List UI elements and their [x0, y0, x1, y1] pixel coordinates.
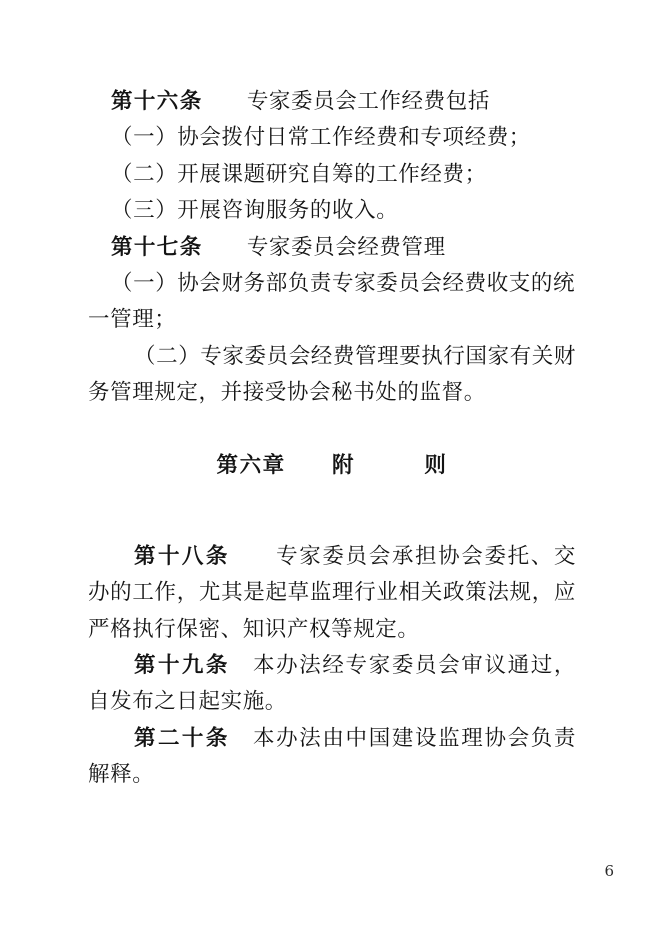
page-content: [88, 84, 576, 794]
article-18-body: 专家委员会承担协会委托、交办的工作，尤其是起草监理行业相关政策法规，应严格执行保密、知识产权等规定。: [88, 543, 576, 642]
article-18-gap: [230, 544, 276, 569]
article-17-heading: [88, 230, 576, 266]
article-18-paragraph: [88, 539, 576, 648]
article-17-item-1: （一）协会财务部负责专家委员会经费收支的统一管理；: [88, 271, 576, 333]
spacer-before-chapter: [88, 412, 576, 448]
article-20-body: 本办法由中国建设监理协会负责解释。: [88, 725, 576, 788]
article-17-number: 第十七条: [111, 234, 203, 260]
article-16-item-2: （二）开展课题研究自筹的工作经费；: [111, 161, 487, 187]
article-16-title: 专家委员会工作经费包括: [246, 89, 490, 114]
article-16-item-1: （一）协会拨付日常工作经费和专项经费；: [111, 125, 531, 151]
article-17-title: 专家委员会经费管理: [246, 234, 446, 260]
article-19-paragraph: [88, 648, 576, 721]
spacer-after-chapter-half: [88, 521, 576, 539]
article-18-number: 第十八条: [134, 543, 230, 569]
article-19-body: 本办法经专家委员会审议通过，自发布之日起实施。: [88, 653, 576, 715]
article-17-gap: [203, 235, 247, 260]
article-16-heading: [88, 84, 576, 120]
article-19-number: 第十九条: [134, 653, 230, 679]
chapter-6-heading: 第六章 附 则: [216, 453, 448, 479]
article-20-paragraph: [88, 721, 576, 794]
spacer-after-chapter: [88, 484, 576, 520]
article-16-gap: [203, 89, 247, 114]
page-number: 6: [604, 862, 614, 880]
article-17-item-2: （二）专家委员会经费管理要执行国家有关财务管理规定，并接受协会秘书处的监督。: [88, 343, 577, 406]
article-20-number: 第二十条: [134, 725, 230, 751]
article-20-gap: [230, 726, 253, 751]
article-16-number: 第十六条: [111, 89, 203, 114]
article-19-gap: [230, 653, 253, 678]
article-16-item-3: （三）开展咨询服务的收入。: [111, 198, 399, 224]
